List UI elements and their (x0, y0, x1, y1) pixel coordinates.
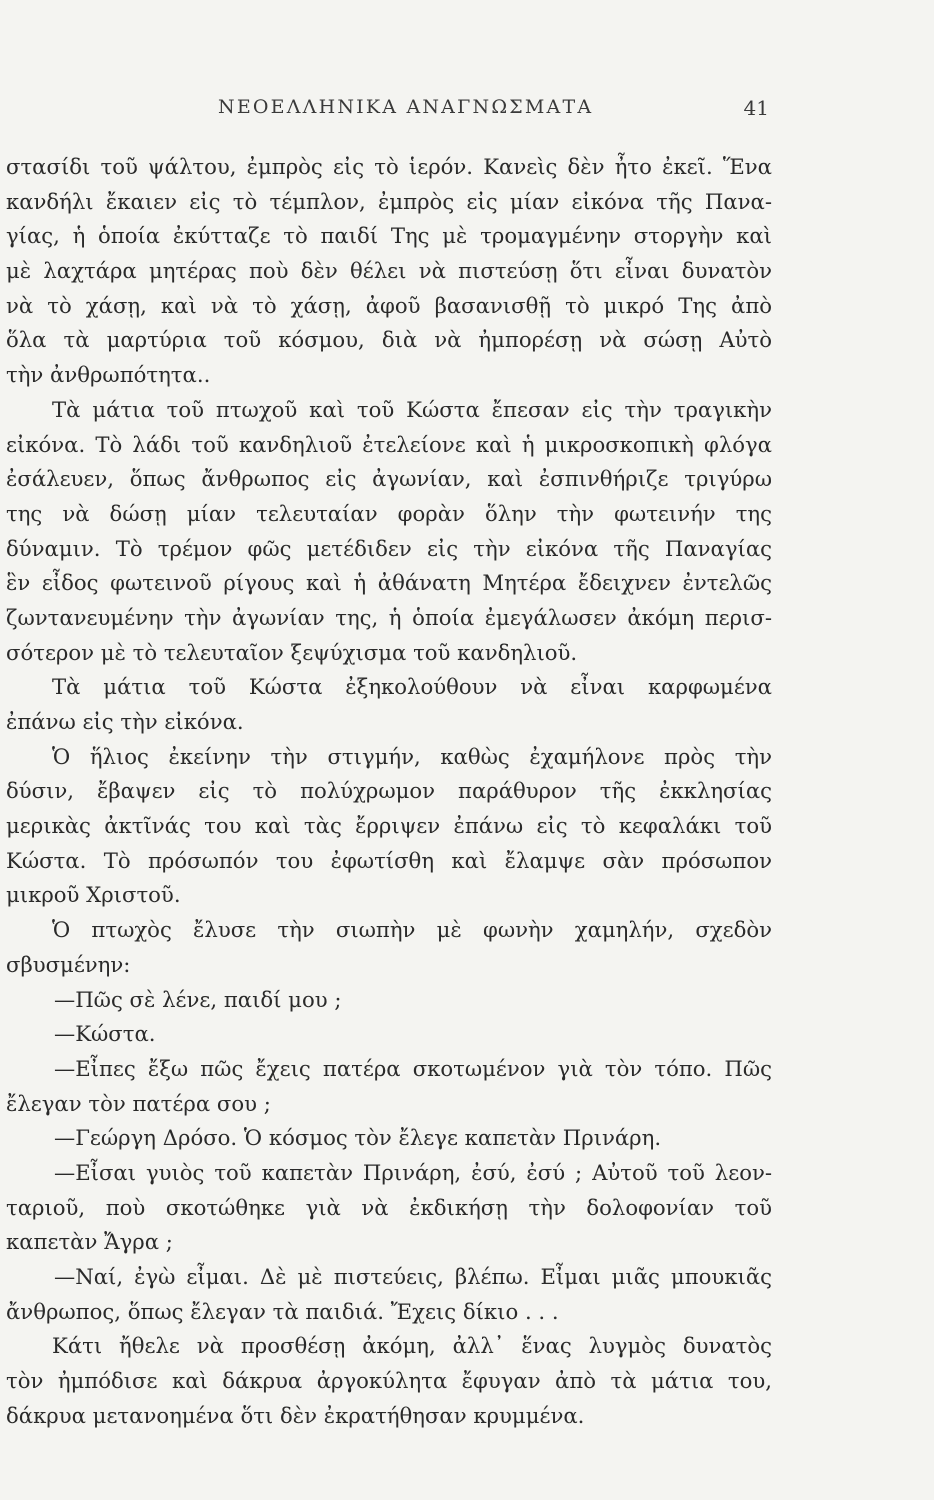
text-line: Κώστα. Τὸ πρόσωπόν του ἐφωτίσθη καὶ ἔλαμψε σὰν πρόσωπον (6, 847, 772, 873)
text-line: Ὁ πτωχὸς ἔλυσε τὴν σιωπὴν μὲ φωνὴν χαμηλήν, σχεδὸν (52, 917, 772, 943)
text-line: μὲ λαχτάρα μητέρας ποὺ δὲν θέλει νὰ πιστεύσῃ ὅτι εἶναι δυνατὸν (6, 258, 772, 284)
text-line: κανδήλι ἔκαιεν εἰς τὸ τέμπλον, ἐμπρὸς εἰς μίαν εἰκόνα τῆς Πανα- (6, 188, 772, 214)
text-line: τὸν ἠμπόδισε καὶ δάκρυα ἀργοκύλητα ἔφυγαν ἀπὸ τὰ μάτια του, (6, 1368, 772, 1394)
running-head: ΝΕΟΕΛΛΗΝΙΚΑ ΑΝΑΓΝΩΣΜΑΤΑ (218, 96, 594, 118)
text-line: στασίδι τοῦ ψάλτου, ἐμπρὸς εἰς τὸ ἱερόν. Κανεὶς δὲν ἦτο ἐκεῖ. Ἕνα (6, 154, 772, 179)
dialogue-line: —Πῶς σὲ λένε, παιδί μου ; (54, 986, 342, 1012)
text-line: μικροῦ Χριστοῦ. (6, 882, 181, 908)
text-line: ἐσάλευεν, ὅπως ἄνθρωπος εἰς ἀγωνίαν, καὶ ἐσπινθήριζε τριγύρω (6, 466, 772, 492)
text-line: ἄνθρωπος, ὅπως ἔλεγαν τὰ παιδιά. Ἔχεις δίκιο . . . (6, 1298, 559, 1324)
text-line: Ὁ ἥλιος ἐκείνην τὴν στιγμήν, καθὼς ἐχαμήλονε πρὸς τὴν (52, 743, 772, 769)
page-number: 41 (743, 96, 769, 120)
dialogue-line: —Κώστα. (54, 1021, 156, 1047)
text-line: εἰκόνα. Τὸ λάδι τοῦ κανδηλιοῦ ἐτελείονε καὶ ἡ μικροσκοπικὴ φλόγα (6, 431, 772, 457)
text-line: ταριοῦ, ποὺ σκοτώθηκε γιὰ νὰ ἐκδικήσῃ τὴν δολοφονίαν τοῦ (6, 1194, 772, 1220)
text-line: ὅλα τὰ μαρτύρια τοῦ κόσμου, διὰ νὰ ἠμπορέσῃ νὰ σώσῃ Αὐτὸ (6, 327, 772, 353)
text-line: της νὰ δώσῃ μίαν τελευταίαν φορὰν ὅλην τὴν φωτεινήν της (6, 500, 772, 526)
text-line: καπετὰν Ἄγρα ; (6, 1229, 173, 1255)
text-line: Κάτι ἤθελε νὰ προσθέσῃ ἀκόμη, ἀλλ᾽ ἕνας λυγμὸς δυνατὸς (52, 1333, 772, 1359)
text-line: γίας, ἡ ὁποία ἐκύτταζε τὸ παιδί Της μὲ τρομαγμένην στοργὴν καὶ (6, 223, 772, 249)
text-line: δύναμιν. Τὸ τρέμον φῶς μετέδιδεν εἰς τὴν εἰκόνα τῆς Παναγίας (6, 535, 772, 561)
text-line: δάκρυα μετανοημένα ὅτι δὲν ἐκρατήθησαν κρυμμένα. (6, 1402, 585, 1428)
page-header (0, 96, 934, 126)
text-line: ἔλεγαν τὸν πατέρα σου ; (6, 1090, 271, 1116)
dialogue-line: —Ναί, ἐγὼ εἶμαι. Δὲ μὲ πιστεύεις, βλέπω. Εἶμαι μιᾶς μπουκιᾶς (54, 1264, 772, 1289)
dialogue-line: —Εἶσαι γυιὸς τοῦ καπετὰν Πρινάρη, ἐσύ, ἐσύ ; Αὐτοῦ τοῦ λεον- (54, 1159, 772, 1185)
dialogue-line: —Γεώργη Δρόσο. Ὁ κόσμος τὸν ἔλεγε καπετὰν Πρινάρη. (54, 1125, 662, 1151)
text-line: νὰ τὸ χάσῃ, καὶ νὰ τὸ χάσῃ, ἀφοῦ βασανισθῇ τὸ μικρό Της ἀπὸ (6, 292, 772, 318)
text-line: Τὰ μάτια τοῦ πτωχοῦ καὶ τοῦ Κώστα ἔπεσαν εἰς τὴν τραγικὴν (52, 396, 772, 422)
body-text (6, 150, 772, 1433)
text-line: Τὰ μάτια τοῦ Κώστα ἐξηκολούθουν νὰ εἶναι καρφωμένα (52, 674, 772, 700)
text-line: ἐπάνω εἰς τὴν εἰκόνα. (6, 709, 244, 734)
text-line: δύσιν, ἔβαψεν εἰς τὸ πολύχρωμον παράθυρον τῆς ἐκκλησίας (6, 778, 772, 804)
text-line: σβυσμένην: (6, 951, 131, 977)
dialogue-line: —Εἶπες ἔξω πῶς ἔχεις πατέρα σκοτωμένον γιὰ τὸν τόπο. Πῶς (54, 1055, 772, 1081)
text-line: μερικὰς ἀκτῖνάς του καὶ τὰς ἔρριψεν ἐπάνω εἰς τὸ κεφαλάκι τοῦ (6, 813, 772, 839)
text-line: ἓν εἶδος φωτεινοῦ ρίγους καὶ ἡ ἀθάνατη Μητέρα ἔδειχνεν ἐντελῶς (6, 570, 772, 596)
text-line: σότερον μὲ τὸ τελευταῖον ξεψύχισμα τοῦ κανδηλιοῦ. (6, 639, 578, 665)
text-line: τὴν ἀνθρωπότητα.. (6, 362, 211, 388)
text-line: ζωντανευμένην τὴν ἀγωνίαν της, ἡ ὁποία ἐμεγάλωσεν ἀκόμη περισ- (6, 604, 772, 630)
